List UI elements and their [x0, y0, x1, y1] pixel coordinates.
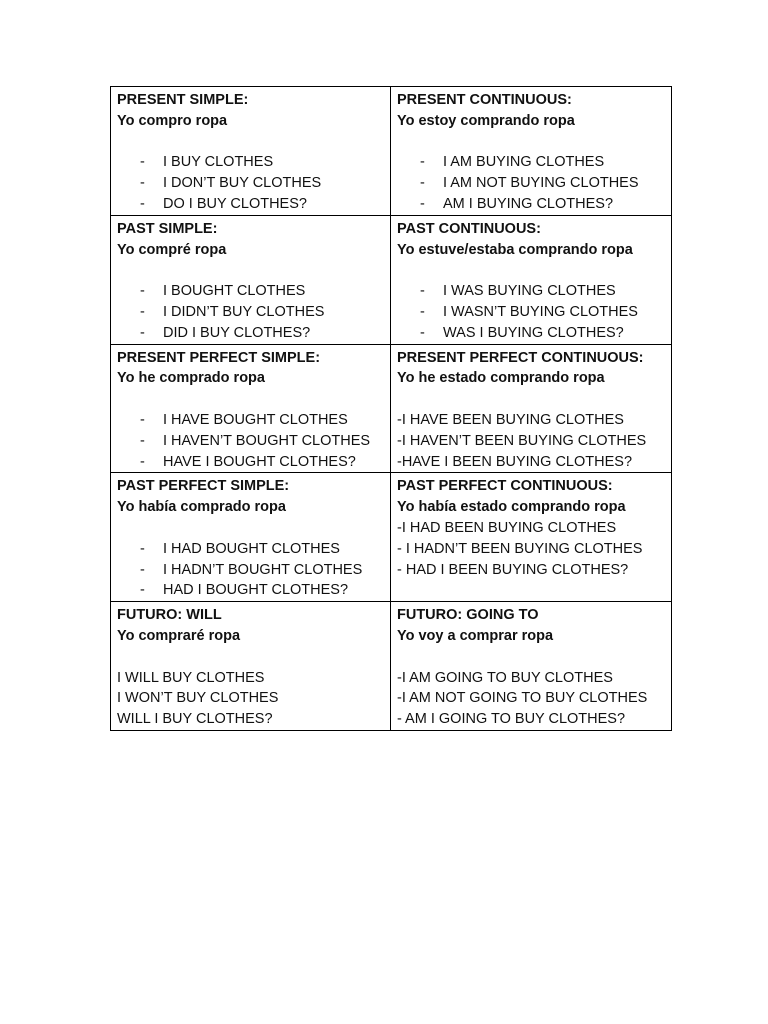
- dash-bullet: -: [420, 154, 425, 171]
- spanish-translation: Yo había estado comprando ropa: [397, 499, 626, 516]
- cell-past-continuous: [391, 215, 672, 344]
- cell-heading: PRESENT PERFECT CONTINUOUS:: [397, 349, 644, 366]
- spanish-translation: Yo estuve/estaba comprando ropa: [397, 241, 633, 258]
- dash-bullet: -: [140, 453, 145, 470]
- dash-bullet: -: [140, 175, 145, 192]
- list-item: - I DON’T BUY CLOTHES: [117, 173, 390, 194]
- cell-heading: FUTURO: GOING TO: [397, 607, 539, 624]
- cell-heading: FUTURO: WILL: [117, 607, 222, 624]
- list-item: - I HAVEN’T BOUGHT CLOTHES: [117, 431, 390, 452]
- list-item: - I AM NOT BUYING CLOTHES: [397, 173, 671, 194]
- list-item: - I AM BUYING CLOTHES: [397, 152, 671, 173]
- list-item: - I HADN’T BOUGHT CLOTHES: [117, 560, 390, 581]
- list-item: - I HAD BOUGHT CLOTHES: [117, 539, 390, 560]
- cell-present-simple: [111, 87, 391, 216]
- list-item: - I HAVE BOUGHT CLOTHES: [117, 410, 390, 431]
- list-item: - DO I BUY CLOTHES?: [117, 194, 390, 215]
- dash-bullet: -: [140, 324, 145, 341]
- dash-bullet: -: [140, 561, 145, 578]
- spanish-translation: Yo compré ropa: [117, 241, 227, 258]
- example-line: - AM I GOING TO BUY CLOTHES?: [397, 711, 626, 728]
- spanish-translation: Yo había comprado ropa: [117, 499, 286, 516]
- cell-heading: PRESENT SIMPLE:: [117, 92, 249, 108]
- example-list: [397, 281, 671, 343]
- list-item: - I WASN’T BUYING CLOTHES: [397, 302, 671, 323]
- cell-heading: PAST CONTINUOUS:: [397, 220, 541, 237]
- example-line: -I AM GOING TO BUY CLOTHES: [397, 669, 613, 686]
- dash-bullet: -: [140, 540, 145, 557]
- dash-bullet: -: [420, 324, 425, 341]
- table-row: [111, 87, 672, 216]
- list-item: - AM I BUYING CLOTHES?: [397, 194, 671, 215]
- example-line: I WON’T BUY CLOTHES: [117, 690, 279, 707]
- spanish-translation: Yo compro ropa: [117, 112, 228, 129]
- table-row: [111, 344, 672, 473]
- spanish-translation: Yo voy a comprar ropa: [397, 627, 554, 644]
- list-item: - HAVE I BOUGHT CLOTHES?: [117, 452, 390, 473]
- list-item: - I BOUGHT CLOTHES: [117, 281, 390, 302]
- table-row: [111, 473, 672, 602]
- example-line: WILL I BUY CLOTHES?: [117, 711, 273, 728]
- list-item: - DID I BUY CLOTHES?: [117, 323, 390, 344]
- dash-bullet: -: [420, 195, 425, 212]
- cell-present-continuous: [391, 87, 672, 216]
- example-line: -I HAVEN’T BEEN BUYING CLOTHES: [397, 432, 647, 449]
- list-item: - I BUY CLOTHES: [117, 152, 390, 173]
- spanish-translation: Yo compraré ropa: [117, 627, 241, 644]
- example-line: -I HAD BEEN BUYING CLOTHES: [397, 519, 617, 536]
- cell-heading: PAST PERFECT SIMPLE:: [117, 478, 290, 495]
- cell-futuro-will: [111, 602, 391, 731]
- cell-heading: PRESENT CONTINUOUS:: [397, 92, 572, 108]
- dash-bullet: -: [140, 195, 145, 212]
- dash-bullet: -: [140, 432, 145, 449]
- spanish-translation: Yo he estado comprando ropa: [397, 370, 605, 387]
- cell-heading: PRESENT PERFECT SIMPLE:: [117, 349, 321, 366]
- dash-bullet: -: [420, 303, 425, 320]
- spanish-translation: Yo estoy comprando ropa: [397, 112, 575, 129]
- example-line: -I AM NOT GOING TO BUY CLOTHES: [397, 690, 648, 707]
- cell-present-perfect-continuous: [391, 344, 672, 473]
- cell-futuro-going-to: [391, 602, 672, 731]
- dash-bullet: -: [140, 582, 145, 599]
- dash-bullet: -: [140, 154, 145, 171]
- table-row: [111, 602, 672, 731]
- table-row: [111, 215, 672, 344]
- list-item: - I WAS BUYING CLOTHES: [397, 281, 671, 302]
- example-list: [397, 152, 671, 214]
- example-list: [117, 410, 390, 472]
- example-line: I WILL BUY CLOTHES: [117, 669, 265, 686]
- cell-heading: PAST PERFECT CONTINUOUS:: [397, 478, 613, 495]
- example-line: -HAVE I BEEN BUYING CLOTHES?: [397, 453, 633, 470]
- example-list: [117, 152, 390, 214]
- example-line: -I HAVE BEEN BUYING CLOTHES: [397, 411, 624, 428]
- dash-bullet: -: [420, 283, 425, 300]
- cell-past-simple: [111, 215, 391, 344]
- list-item: - I DIDN’T BUY CLOTHES: [117, 302, 390, 323]
- list-item: - WAS I BUYING CLOTHES?: [397, 323, 671, 344]
- example-list: [117, 281, 390, 343]
- cell-heading: PAST SIMPLE:: [117, 220, 218, 237]
- example-line: - HAD I BEEN BUYING CLOTHES?: [397, 561, 629, 578]
- spanish-translation: Yo he comprado ropa: [117, 370, 265, 387]
- example-list: [117, 539, 390, 601]
- cell-past-perfect-continuous: [391, 473, 672, 602]
- dash-bullet: -: [420, 175, 425, 192]
- cell-present-perfect-simple: [111, 344, 391, 473]
- dash-bullet: -: [140, 303, 145, 320]
- dash-bullet: -: [140, 411, 145, 428]
- tense-table: [110, 86, 672, 731]
- list-item: - HAD I BOUGHT CLOTHES?: [117, 580, 390, 601]
- cell-past-perfect-simple: [111, 473, 391, 602]
- example-line: - I HADN’T BEEN BUYING CLOTHES: [397, 540, 643, 557]
- dash-bullet: -: [140, 283, 145, 300]
